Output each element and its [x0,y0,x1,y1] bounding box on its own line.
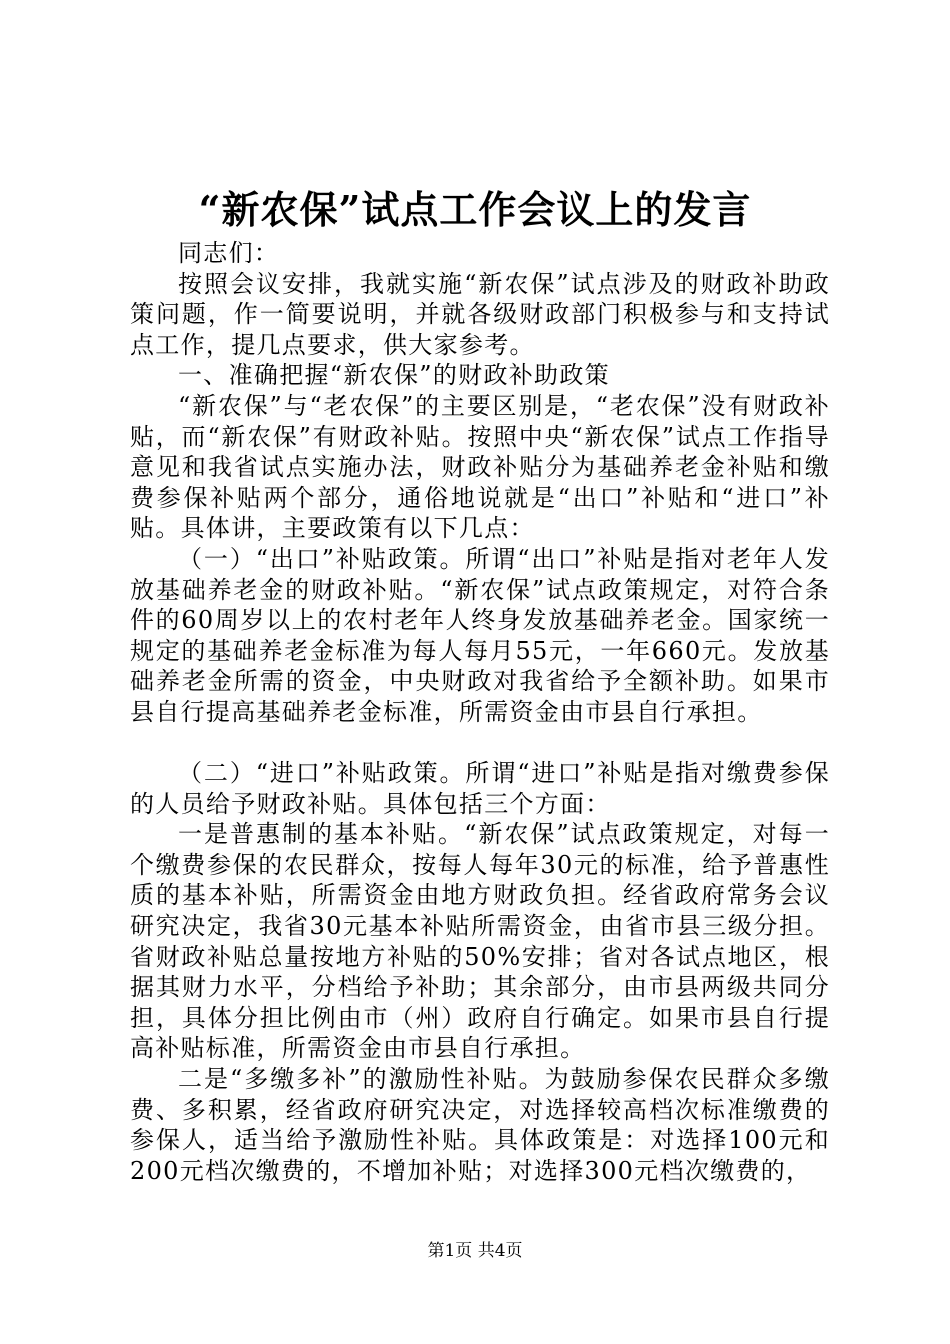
paragraph-basic-subsidy: 一是普惠制的基本补贴。“新农保”试点政策规定，对每一个缴费参保的农民群众，按每人每年30元的标准，给予普惠性质的基本补贴，所需资金由地方财政负担。经省政府常务会议研究决定，我省30元基本补贴所需资金，由省市县三级分担。省财政补贴总量按地方补贴的50%安排；省对各试点地区，根据其财力水平，分档给予补助；其余部分，由市县两级共同分担，具体分担比例由市（州）政府自行确定。如果市县自行提高补贴标准，所需资金由市县自行承担。 [130,820,830,1063]
page-number: 第1页 共4页 [427,1241,523,1261]
document-title: “新农保”试点工作会议上的发言 [198,187,752,232]
paragraph-import-subsidy: （二）“进口”补贴政策。所谓“进口”补贴是指对缴费参保的人员给予财政补贴。具体包括三个方面： [130,759,830,818]
paragraph-export-subsidy: （一）“出口”补贴政策。所谓“出口”补贴是指对老年人发放基础养老金的财政补贴。“新农保”试点政策规定，对符合条件的60周岁以上的农村老年人终身发放基础养老金。国家统一规定的基础养老金标准为每人每月55元，一年660元。发放基础养老金所需的资金，中央财政对我省给予全额补助。如果市县自行提高基础养老金标准，所需资金由市县自行承担。 [130,544,830,726]
paragraph-intro: 按照会议安排，我就实施“新农保”试点涉及的财政补助政策问题，作一简要说明，并就各级财政部门积极参与和支持试点工作，提几点要求，供大家参考。 [130,269,830,359]
section-heading-1: 一、准确把握“新农保”的财政补助政策 [178,361,610,390]
document-body [130,238,830,1186]
salutation: 同志们： [178,239,280,267]
paragraph-incentive-subsidy: 二是“多缴多补”的激励性补贴。为鼓励参保农民群众多缴费、多积累，经省政府研究决定，对选择较高档次标准缴费的参保人，适当给予激励性补贴。具体政策是：对选择100元和200元档次缴费的，不增加补贴；对选择300元档次缴费的， [130,1065,830,1185]
blank-line [130,728,830,759]
paragraph-policy-overview: “新农保”与“老农保”的主要区别是，“老农保”没有财政补贴，而“新农保”有财政补贴。按照中央“新农保”试点工作指导意见和我省试点实施办法，财政补贴分为基础养老金补贴和缴费参保补贴两个部分，通俗地说就是“出口”补贴和“进口”补贴。具体讲，主要政策有以下几点： [130,391,830,543]
